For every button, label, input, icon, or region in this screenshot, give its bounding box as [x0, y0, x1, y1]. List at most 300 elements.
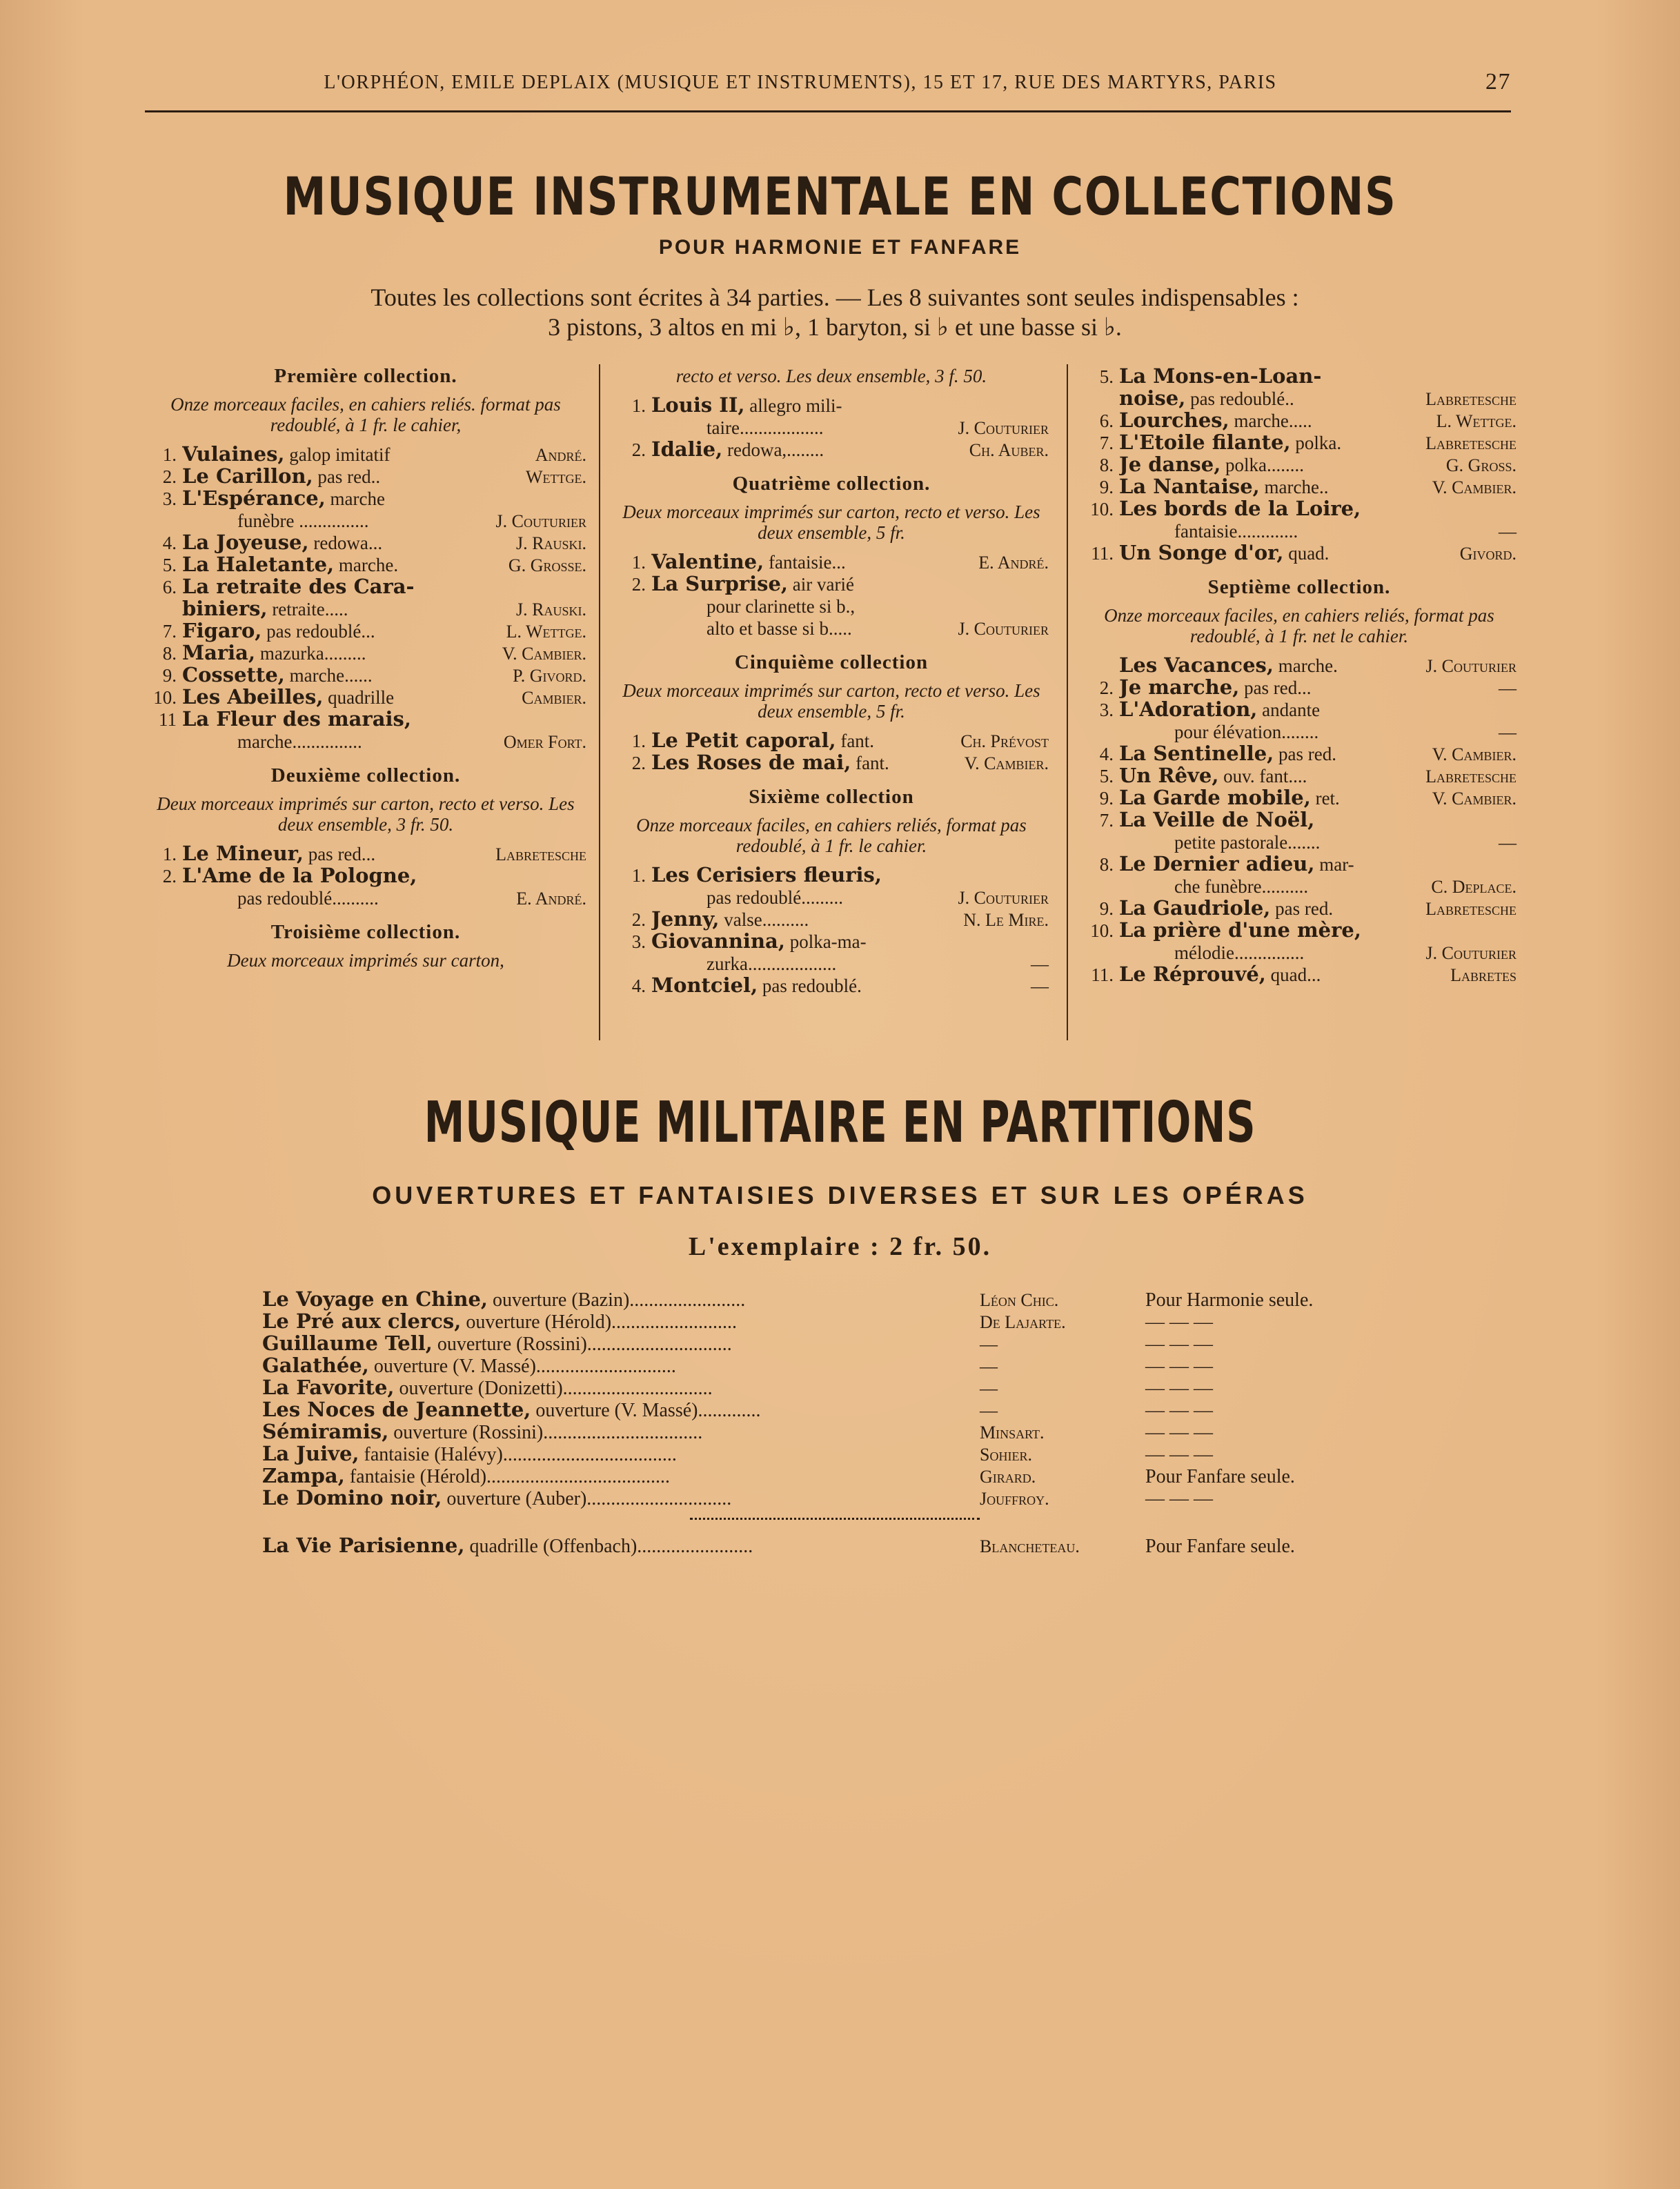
piece-detail: fant. — [836, 731, 875, 751]
section2-price: L'exemplaire : 2 fr. 50. — [688, 1232, 992, 1261]
instrumentation-note: — — — — [1145, 1378, 1213, 1399]
piece-detail: redowa,........ — [722, 439, 824, 460]
piece-title: Idalie, — [651, 439, 723, 461]
collection-item — [145, 887, 586, 909]
item-number: 3. — [631, 931, 646, 952]
piece-title: Le Domino noir, — [262, 1487, 442, 1509]
collection-list — [145, 843, 586, 909]
collection-item — [614, 864, 1049, 887]
collection-item — [1082, 809, 1516, 831]
piece-title: La Joyeuse, — [182, 532, 309, 554]
piece-title: Le Petit caporal, — [651, 730, 836, 752]
military-row — [262, 1311, 1435, 1333]
piece-detail: pas red.. — [313, 466, 381, 487]
piece-title: Valentine, — [651, 551, 764, 573]
piece-detail: ouv. fant.... — [1218, 766, 1307, 786]
piece-detail: fantaisie (Halévy).................................... — [359, 1444, 677, 1465]
arranger: — — [980, 1356, 998, 1376]
section1-intro — [207, 283, 1463, 342]
collection-item — [1082, 853, 1516, 875]
instrumentation-note: — — — — [1145, 1422, 1213, 1443]
collection-item — [614, 953, 1049, 975]
piece-detail: zurka................... — [706, 953, 837, 974]
piece-detail: marche. — [334, 555, 399, 575]
collection-item — [145, 620, 586, 642]
separator-ornament — [690, 1518, 980, 1520]
piece-detail: fantaisie... — [764, 552, 846, 573]
military-rows — [262, 1289, 1435, 1509]
collection-heading: Première collection. — [274, 365, 457, 387]
composer: G. Gross. — [1445, 455, 1516, 475]
item-number: 8. — [1099, 854, 1114, 875]
piece-detail: pas redoublé. — [758, 975, 862, 996]
arranger: — — [980, 1334, 998, 1354]
piece-title: L'Espérance, — [182, 488, 326, 510]
item-number: 10. — [1090, 499, 1114, 519]
piece-detail: pas redoublé......... — [706, 887, 843, 908]
item-number: 11. — [1091, 964, 1114, 985]
collection-description: Onze morceaux faciles, en cahiers reliés, format pas redoublé, à 1 fr. le cahier. — [636, 815, 1027, 856]
composer: L. Wettge. — [1436, 411, 1516, 431]
collection-item — [1082, 432, 1516, 454]
military-row — [262, 1421, 1435, 1443]
item-number: 1. — [631, 552, 646, 573]
item-number: 2. — [162, 466, 177, 487]
item-number: 9. — [1099, 898, 1114, 919]
collection-item — [614, 439, 1049, 461]
piece-detail: marche...... — [284, 665, 373, 686]
composer: Labretesche — [1425, 433, 1516, 453]
item-number: 1. — [631, 731, 646, 751]
piece-title: La Vie Parisienne, — [262, 1535, 465, 1557]
item-number: 9. — [162, 665, 177, 686]
piece-title: Galathée, — [262, 1355, 369, 1377]
collection-item — [614, 417, 1049, 439]
piece-detail: quadrille — [323, 687, 395, 708]
collection-description: Onze morceaux faciles, en cahiers reliés, format pas redoublé, à 1 fr. net le cahier. — [1104, 605, 1494, 646]
piece-detail: pas red... — [303, 844, 376, 864]
collection-item — [145, 532, 586, 554]
item-number: 2. — [631, 909, 646, 930]
item-number: 2. — [1099, 677, 1114, 698]
collection-item — [614, 752, 1049, 774]
collection-heading: Sixième collection — [749, 786, 914, 808]
collection-item — [145, 444, 586, 466]
piece-title: Les Vacances, — [1119, 655, 1274, 677]
collection-description: Deux morceaux imprimés sur carton, recto et verso. Les deux ensemble, 5 fr. — [622, 502, 1040, 543]
collection-item — [614, 975, 1049, 997]
piece-detail: taire.................. — [706, 417, 824, 438]
column-divider — [599, 364, 600, 1040]
collection-list — [614, 551, 1049, 640]
item-number: 10. — [1090, 920, 1114, 941]
arranger: Blancheteau. — [980, 1536, 1080, 1556]
piece-detail: quadrille (Offenbach)........................ — [464, 1536, 753, 1557]
composer: Labretes — [1450, 965, 1516, 985]
item-number: 8. — [162, 643, 177, 664]
arranger: Léon Chic. — [980, 1290, 1059, 1310]
piece-detail: mazurka......... — [255, 643, 366, 664]
header-text: L'ORPHÉON, EMILE DEPLAIX (MUSIQUE ET INSTRUMENTS), 15 ET 17, RUE DES MARTYRS, PARIS — [324, 72, 1277, 93]
instrumentation-note: — — — — [1145, 1444, 1213, 1465]
item-number: 8. — [1099, 455, 1114, 475]
collection-description: Deux morceaux imprimés sur carton, — [227, 950, 504, 971]
item-number: 5. — [162, 555, 177, 575]
column-3 — [1082, 366, 1516, 986]
piece-title: Un Songe d'or, — [1119, 542, 1284, 564]
collection-heading: Cinquième collection — [734, 651, 929, 673]
item-number: 6. — [1099, 410, 1114, 431]
piece-title: L'Ame de la Pologne, — [182, 865, 417, 887]
piece-detail: andante — [1257, 700, 1321, 720]
composer: P. Givord. — [513, 666, 586, 686]
intro-line-2: 3 pistons, 3 altos en mi ♭, 1 baryton, si ♭ et une basse si ♭. — [548, 313, 1122, 341]
piece-detail: polka........ — [1221, 455, 1305, 475]
composer: Omer Fort. — [503, 732, 586, 752]
piece-title: Le Voyage en Chine, — [262, 1289, 488, 1311]
piece-title: L'Adoration, — [1119, 699, 1258, 721]
item-number: 2. — [631, 574, 646, 595]
collection-item — [1082, 476, 1516, 498]
piece-detail: fantaisie............. — [1174, 521, 1298, 542]
composer: C. Deplace. — [1431, 877, 1516, 897]
item-number: 7. — [162, 621, 177, 642]
piece-title: Je marche, — [1119, 677, 1240, 699]
collection-list — [145, 444, 586, 753]
collection-item — [614, 573, 1049, 595]
piece-detail: ouverture (Rossini)................................. — [388, 1422, 703, 1443]
instrumentation-note: — — — — [1145, 1488, 1213, 1509]
item-number: 4. — [1099, 744, 1114, 764]
collection-item — [1082, 699, 1516, 721]
collection-item — [614, 551, 1049, 573]
section1-subtitle: POUR HARMONIE ET FANFARE — [658, 236, 1022, 259]
piece-title: La Nantaise, — [1119, 476, 1260, 498]
piece-detail: ouverture (V. Massé)............................. — [368, 1356, 676, 1377]
piece-detail: polka. — [1290, 433, 1342, 453]
item-number: 3. — [1099, 700, 1114, 720]
instrumentation-note: Pour Harmonie seule. — [1145, 1289, 1314, 1311]
piece-detail: marche. — [1273, 655, 1338, 676]
item-number: 1. — [631, 395, 646, 416]
piece-title: La Favorite, — [262, 1377, 395, 1399]
item-number: 6. — [162, 577, 177, 597]
instrumentation-note: — — — — [1145, 1334, 1213, 1355]
composer: L. Wettge. — [506, 622, 586, 642]
piece-detail: fant. — [851, 753, 889, 773]
arranger: Minsart. — [980, 1423, 1045, 1443]
piece-detail: pas redoublé.......... — [237, 888, 379, 909]
instrumentation-note: Pour Fanfare seule. — [1145, 1536, 1295, 1557]
composer: J. Rauski. — [516, 533, 586, 553]
item-number: 5. — [1099, 366, 1114, 387]
piece-title: L'Etoile filante, — [1119, 432, 1291, 454]
piece-detail: polka-ma- — [784, 931, 867, 952]
composer: J. Couturier — [1425, 656, 1516, 676]
composer: — — [1499, 833, 1516, 853]
collection-item — [1082, 942, 1516, 964]
collection-item — [1082, 410, 1516, 432]
section1-title: MUSIQUE INSTRUMENTALE EN COLLECTIONS — [283, 166, 1397, 227]
item-number: 2. — [162, 866, 177, 887]
piece-title: Le Dernier adieu, — [1119, 853, 1315, 875]
piece-title: Figaro, — [182, 620, 262, 642]
collection-item — [1082, 964, 1516, 986]
collection-item — [145, 576, 586, 598]
piece-title: Je danse, — [1119, 454, 1221, 476]
piece-detail: mar- — [1314, 854, 1354, 875]
piece-title: La Garde mobile, — [1119, 787, 1311, 809]
military-row — [262, 1377, 1435, 1399]
piece-detail: pas redoublé... — [261, 621, 375, 642]
piece-detail: ouverture (Auber).............................. — [442, 1488, 732, 1509]
composer: Labretesche — [1425, 766, 1516, 786]
item-number: 1. — [162, 844, 177, 864]
composer: André. — [535, 445, 586, 465]
piece-detail: ouverture (Donizetti)............................... — [394, 1378, 713, 1399]
piece-title: Le Mineur, — [182, 843, 304, 865]
military-row — [262, 1535, 1435, 1557]
composer: Ch. Prévost — [960, 731, 1049, 751]
composer: J. Couturier — [495, 511, 586, 531]
composer: Labretesche — [495, 844, 586, 864]
composer: Cambier. — [522, 688, 586, 708]
collection-item — [145, 843, 586, 865]
composer: J. Rauski. — [516, 600, 586, 620]
composer: Labretesche — [1425, 899, 1516, 919]
composer: Labretesche — [1425, 389, 1516, 409]
piece-detail: redowa... — [308, 533, 383, 553]
piece-title: Les Noces de Jeannette, — [262, 1399, 531, 1421]
collection-list — [614, 395, 1049, 461]
piece-detail: ouverture (V. Massé)............. — [531, 1400, 761, 1421]
item-number: 4. — [631, 975, 646, 996]
collection-list — [614, 864, 1049, 997]
section2-subtitle: OUVERTURES ET FANTAISIES DIVERSES ET SUR LES OPÉRAS — [372, 1181, 1308, 1209]
arranger: — — [980, 1378, 998, 1398]
collection-item — [145, 865, 586, 887]
military-row — [262, 1399, 1435, 1421]
piece-detail: marche............... — [237, 731, 362, 752]
collection-item — [614, 909, 1049, 931]
item-number: 7. — [1099, 810, 1114, 831]
piece-detail: che funèbre.......... — [1174, 876, 1309, 897]
composer: Wettge. — [525, 467, 586, 487]
piece-detail: pour élévation........ — [1174, 722, 1319, 742]
composer: G. Grosse. — [508, 555, 586, 575]
collection-item — [1082, 542, 1516, 564]
column-1 — [145, 366, 586, 979]
collection-item — [1082, 765, 1516, 787]
arranger: De Lajarte. — [980, 1312, 1066, 1332]
arranger: Jouffroy. — [980, 1489, 1049, 1509]
collection-item — [145, 598, 586, 620]
piece-detail: quad. — [1283, 543, 1330, 564]
piece-detail: allegro mili- — [744, 395, 842, 416]
piece-title: Le Pré aux clercs, — [262, 1311, 462, 1333]
composer: V. Cambier. — [964, 753, 1049, 773]
collection-item — [1082, 743, 1516, 765]
collection-description: Deux morceaux imprimés sur carton, recto et verso. Les deux ensemble, 3 fr. 50. — [157, 793, 575, 835]
piece-detail: marche — [325, 488, 385, 509]
collection-list — [614, 730, 1049, 774]
collection-item — [145, 686, 586, 709]
item-number: 9. — [1099, 477, 1114, 497]
composer: V. Cambier. — [1432, 789, 1516, 809]
collection-list — [1082, 366, 1516, 564]
collection-item — [1082, 454, 1516, 476]
item-number: 2. — [631, 753, 646, 773]
collection-heading: Septième collection. — [1207, 576, 1391, 598]
piece-detail: ret. — [1310, 788, 1340, 809]
header-rule — [145, 110, 1511, 112]
piece-title: Les Cerisiers fleuris, — [651, 864, 882, 887]
piece-title: Vulaines, — [182, 444, 285, 466]
piece-detail: funèbre ............... — [237, 511, 369, 531]
collection-item — [1082, 655, 1516, 677]
collection-item — [1082, 520, 1516, 542]
composer: Ch. Auber. — [969, 440, 1049, 460]
military-row — [262, 1465, 1435, 1487]
collection-item — [1082, 721, 1516, 743]
composer: J. Couturier — [1425, 943, 1516, 963]
piece-title: biniers, — [182, 598, 268, 620]
collection-item — [614, 617, 1049, 640]
composer: E. André. — [516, 889, 586, 909]
piece-detail: marche..... — [1229, 410, 1312, 431]
collection-list — [1082, 655, 1516, 986]
collection-item — [145, 731, 586, 753]
piece-title: Lourches, — [1119, 410, 1229, 432]
piece-title: Les Abeilles, — [182, 686, 324, 709]
collection-description: Onze morceaux faciles, en cahiers reliés. format pas redoublé, à 1 fr. le cahier, — [170, 394, 561, 435]
composer: N. Le Mire. — [963, 910, 1049, 930]
item-number: 11. — [1091, 543, 1114, 564]
item-number: 10. — [153, 687, 177, 708]
piece-title: La Mons-en-Loan- — [1119, 366, 1322, 388]
collection-heading: Troisième collection. — [270, 921, 461, 943]
piece-detail: pas redoublé.. — [1185, 388, 1294, 409]
collection-item — [1082, 875, 1516, 898]
arranger: Sohier. — [980, 1445, 1032, 1465]
composer: — — [1499, 678, 1516, 698]
composer: — — [1031, 976, 1049, 996]
item-number: 4. — [162, 533, 177, 553]
military-score-list — [262, 1289, 1435, 1557]
piece-title: La retraite des Cara- — [182, 576, 415, 598]
piece-detail: petite pastorale....... — [1174, 832, 1321, 853]
collection-item — [1082, 388, 1516, 410]
collection-item — [145, 709, 586, 731]
military-row — [262, 1355, 1435, 1377]
piece-detail: valse.......... — [719, 909, 809, 930]
collection-item — [1082, 831, 1516, 853]
piece-title: Giovannina, — [651, 931, 785, 953]
piece-detail: mélodie............... — [1174, 942, 1305, 963]
composer: J. Couturier — [958, 888, 1049, 908]
section2-title: MUSIQUE MILITAIRE EN PARTITIONS — [424, 1090, 1256, 1156]
collection-item — [1082, 677, 1516, 699]
composer: V. Cambier. — [1432, 744, 1516, 764]
collection-item — [614, 887, 1049, 909]
composer: Givord. — [1459, 544, 1516, 564]
military-row — [262, 1289, 1435, 1311]
collection-item — [145, 664, 586, 686]
piece-title: La Juive, — [262, 1443, 359, 1465]
piece-title: Zampa, — [262, 1465, 345, 1487]
piece-title: Les bords de la Loire, — [1119, 498, 1361, 520]
piece-title: La Sentinelle, — [1119, 743, 1274, 765]
composer: V. Cambier. — [502, 644, 586, 664]
piece-title: Sémiramis, — [262, 1421, 389, 1443]
piece-title: Montciel, — [651, 975, 758, 997]
item-number: 5. — [1099, 766, 1114, 786]
collection-item — [614, 595, 1049, 617]
piece-title: Le Réprouvé, — [1119, 964, 1266, 986]
piece-title: La Fleur des marais, — [182, 709, 411, 731]
military-row — [262, 1443, 1435, 1465]
arranger: — — [980, 1400, 998, 1420]
collection-item — [1082, 498, 1516, 520]
piece-title: Les Roses de mai, — [651, 752, 851, 774]
collection-heading: Quatrième collection. — [732, 473, 931, 495]
arranger: Girard. — [980, 1467, 1036, 1487]
piece-detail: pour clarinette si b., — [706, 596, 856, 617]
piece-detail: air varié — [788, 574, 854, 595]
collection-item — [1082, 920, 1516, 942]
collection-item — [614, 931, 1049, 953]
piece-title: La Veille de Noël, — [1119, 809, 1315, 831]
piece-title: La Haletante, — [182, 554, 335, 576]
instrumentation-note: — — — — [1145, 1400, 1213, 1421]
piece-detail: quad... — [1265, 964, 1321, 985]
military-row — [262, 1487, 1435, 1509]
military-row — [262, 1333, 1435, 1355]
item-number: 2. — [631, 439, 646, 460]
piece-title: La Surprise, — [651, 573, 789, 595]
piece-title: Guillaume Tell, — [262, 1333, 433, 1355]
piece-title: Le Carillon, — [182, 466, 313, 488]
piece-title: noise, — [1119, 388, 1186, 410]
page-number: 27 — [1485, 69, 1511, 95]
column-2 — [614, 366, 1049, 997]
collection-item — [145, 642, 586, 664]
column-divider — [1067, 364, 1068, 1040]
collection-heading: Deuxième collection. — [270, 764, 461, 786]
item-number: 11 — [159, 709, 177, 730]
instrumentation-note: — — — — [1145, 1356, 1213, 1377]
item-number: 9. — [1099, 788, 1114, 809]
piece-title: Cossette, — [182, 664, 285, 686]
composer: J. Couturier — [958, 418, 1049, 438]
instrumentation-note: — — — — [1145, 1311, 1213, 1333]
piece-title: Un Rêve, — [1119, 765, 1219, 787]
piece-detail: ouverture (Bazin)........................ — [488, 1289, 746, 1311]
item-number: 1. — [162, 444, 177, 465]
collection-item — [614, 730, 1049, 752]
collection-item — [145, 466, 586, 488]
piece-title: La Gaudriole, — [1119, 898, 1271, 920]
piece-title: La prière d'une mère, — [1119, 920, 1361, 942]
piece-detail: pas red. — [1274, 744, 1337, 764]
piece-detail: ouverture (Rossini).............................. — [432, 1334, 732, 1355]
piece-detail: ouverture (Hérold).......................... — [461, 1311, 738, 1333]
piece-detail: retraite..... — [267, 599, 348, 620]
collection-item — [1082, 366, 1516, 388]
intro-line-1: Toutes les collections sont écrites à 34 parties. — Les 8 suivantes sont seules indispensables : — [370, 284, 1299, 311]
collection-item — [614, 395, 1049, 417]
composer: — — [1499, 722, 1516, 742]
